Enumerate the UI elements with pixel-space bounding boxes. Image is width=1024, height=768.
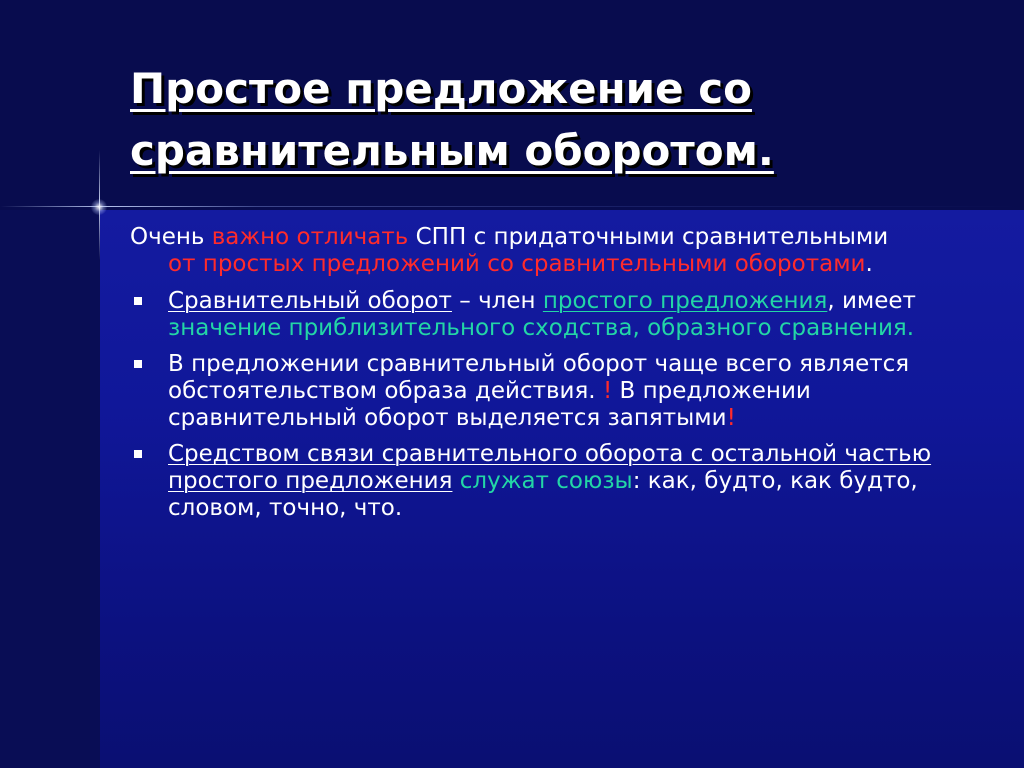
bullet-item-3 — [130, 441, 990, 522]
decorative-horizontal-line — [0, 206, 1024, 207]
bullet-2-text-1: В предложении сравнительный оборот чаще всего является обстоятельством образа действия. — [168, 351, 910, 404]
bullet-1-text-1: – член — [451, 288, 543, 314]
bullet-item-2 — [130, 351, 990, 432]
slide-body — [130, 224, 990, 531]
title-line-2: сравнительным оборотом. — [130, 126, 774, 175]
decorative-star-flare — [91, 199, 107, 215]
bullet-1-highlight: значение приблизительного сходства, образного сравнения. — [168, 315, 915, 341]
intro-text-2: СПП с придаточными сравнительными — [408, 224, 889, 250]
bullet-item-1 — [130, 288, 990, 342]
intro-text-1: Очень — [130, 224, 212, 250]
intro-highlight-important: важно отличать — [211, 224, 409, 250]
intro-paragraph — [130, 224, 990, 278]
square-bullet-icon — [134, 360, 142, 368]
bullet-1-link: простого предложения — [542, 288, 828, 314]
square-bullet-icon — [134, 450, 142, 458]
bullet-1-text-2: , имеет — [827, 288, 916, 314]
bullet-2-exclamation-1: ! — [602, 378, 613, 404]
bullet-3-underlined: Средством связи сравнительного оборота с остальной частью простого предложения — [168, 441, 932, 494]
background-left-band — [0, 210, 100, 768]
square-bullet-icon — [134, 297, 142, 305]
slide-title — [130, 58, 1000, 182]
title-line-1: Простое предложение со — [130, 64, 752, 113]
bullet-3-highlight: служат союзы — [459, 468, 633, 494]
bullet-2-exclamation-2: ! — [726, 405, 736, 431]
bullet-1-term: Сравнительный оборот — [168, 288, 452, 314]
intro-highlight-simple: от простых предложений со сравнительными оборотами — [168, 251, 866, 277]
intro-text-3: . — [865, 251, 873, 277]
bullet-2-text-2: В предложении сравнительный оборот выделяется запятыми — [168, 378, 811, 431]
bullet-3-space — [452, 468, 459, 494]
bullet-3-text: : как, будто, как будто, словом, точно, что. — [168, 468, 918, 521]
